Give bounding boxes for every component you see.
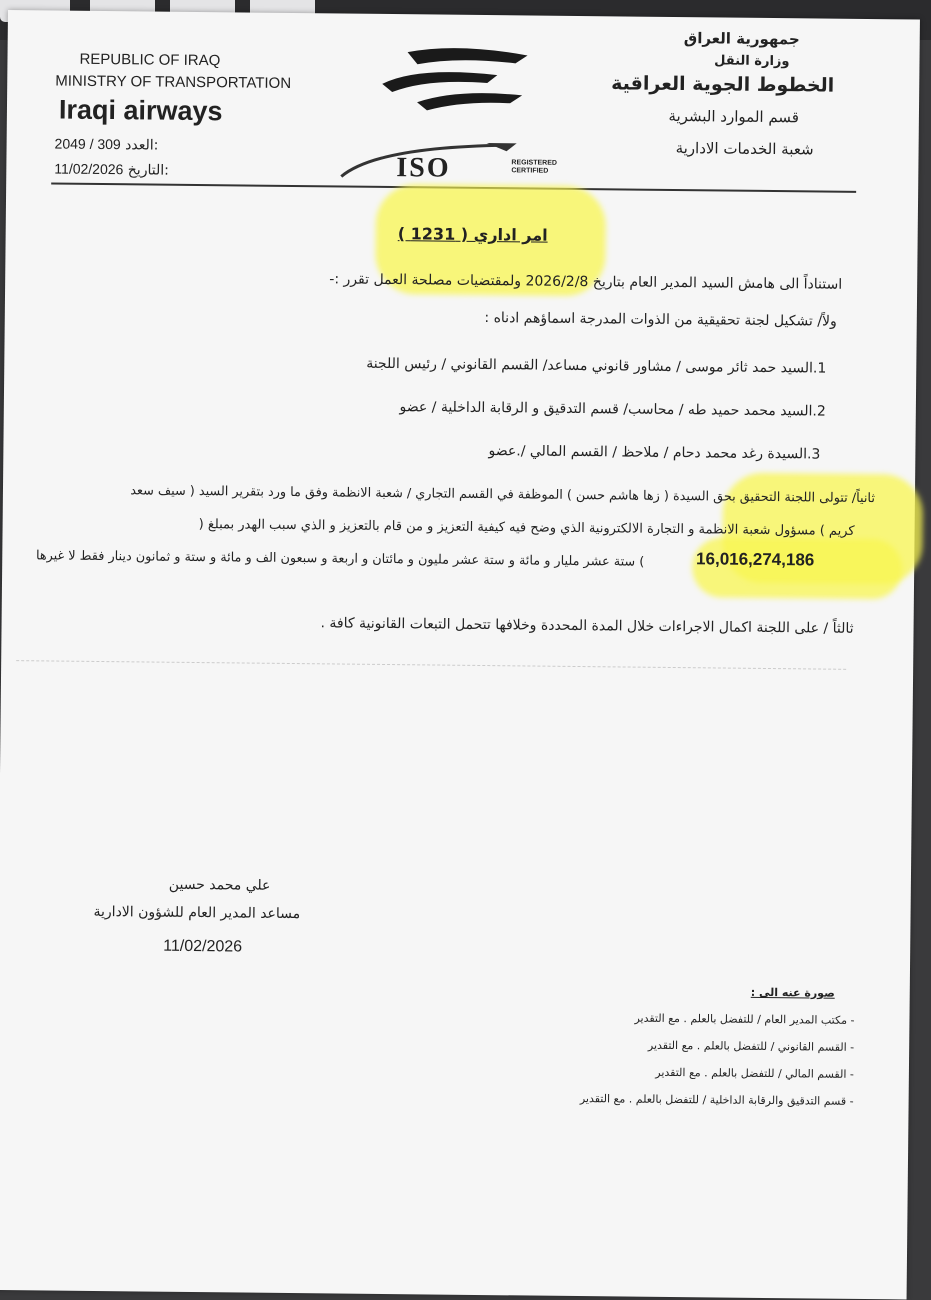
order-member-3: 3.السيدة رغد محمد دحام / ملاحظ / القسم المالي /.عضو (488, 443, 821, 463)
signatory-title: مساعد المدير العام للشؤون الادارية (93, 903, 301, 923)
order-second-line3: ) ستة عشر مليار و مائة و ستة عشر مليون و مائتان و اربعة و سبعون الف و مائة و ستة و ثمانون دينار فقط لا غيرها (35, 548, 645, 570)
copy-item: - قسم التدقيق والرقابة الداخلية / للتفضل بالعلم . مع التقدير (579, 1092, 854, 1108)
order-title: امر اداري ( 1231 ) (397, 224, 548, 245)
order-first: ولاً/ تشكيل لجنة تحقيقية من الذوات المدرجة اسماؤهم ادناه : (484, 310, 837, 330)
airline-emblem-icon (377, 44, 538, 116)
document-date-label: التاريخ: (127, 162, 169, 179)
document-page (0, 10, 920, 1299)
reference-number (55, 135, 159, 153)
ministry-ar: وزارة النقل (714, 53, 790, 70)
order-member-2: 2.السيد محمد حميد طه / محاسب/ قسم التدقيق و الرقابة الداخلية / عضو (399, 399, 826, 420)
order-member-1: 1.السيد حمد ثائر موسى / مشاور قانوني مساعد/ القسم القانوني / رئيس اللجنة (366, 355, 827, 377)
signatory-name: علي محمد حسين (168, 876, 271, 894)
copy-item: - القسم المالي / للتفضل بالعلم . مع التقدير (655, 1065, 854, 1081)
copy-item: - مكتب المدير العام / للتفضل بالعلم . مع التقدير (634, 1011, 855, 1027)
order-intro: استناداً الى هامش السيد المدير العام بتاريخ 2026/2/8 ولمقتضيات مصلحة العمل تقرر :- (329, 271, 843, 293)
order-amount: 16,016,274,186 (696, 549, 815, 570)
department-ar: قسم الموارد البشرية (668, 106, 800, 127)
country-en: REPUBLIC OF IRAQ (79, 50, 221, 70)
signature-date: 11/02/2026 (163, 937, 243, 956)
reference-number-value: 2049 / 309 (54, 135, 121, 153)
document-date-value: 11/02/2026 (54, 160, 124, 178)
copy-item: - القسم القانوني / للتفضل بالعلم . مع التقدير (647, 1038, 855, 1054)
document-date (54, 160, 169, 178)
order-third: ثالثاً / على اللجنة اكمال الاجراءات خلال المدة المحددة وخلافها تتحمل التبعات القانونية كافة . (320, 615, 854, 637)
brand-logo-text: Iraqi airways (58, 94, 223, 127)
division-ar: شعبة الخدمات الادارية (675, 138, 814, 159)
airline-ar: الخطوط الجوية العراقية (611, 72, 835, 97)
reference-number-label: العدد: (125, 137, 159, 154)
country-ar: جمهورية العراق (683, 29, 800, 49)
iso-cert-text: REGISTERED CERTIFIED (511, 159, 557, 175)
iso-text: ISO (396, 152, 451, 184)
order-second-line2: كريم ) مسؤول شعبة الانظمة و التجارة الالكترونية الذي وضح فيه كيفية التعزيز و من قام بالتعزيز و الذي سبب الهدر بمبلغ ( (198, 517, 855, 539)
dotted-divider (16, 660, 846, 670)
order-second-line1: ثانياً/ تتولى اللجنة التحقيق بحق السيدة ( زها هاشم حسن ) الموظفة في القسم التجاري / شعبة الانظمة وفق ما ورد بتقرير السيد ( سيف سعد (130, 483, 876, 507)
copies-heading: صورة عنه الى : (750, 985, 835, 1000)
ministry-en: MINISTRY OF TRANSPORTATION (55, 72, 292, 92)
